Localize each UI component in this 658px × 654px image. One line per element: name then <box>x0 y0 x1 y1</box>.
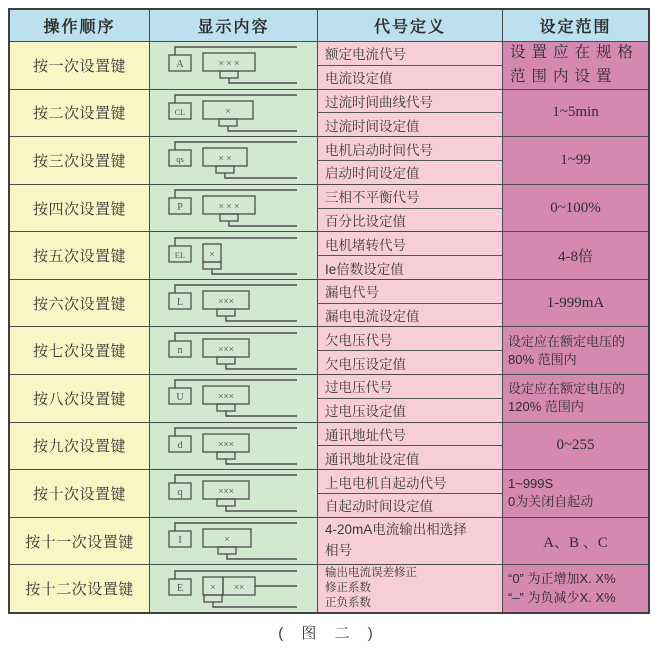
table-row <box>10 279 648 327</box>
table-row <box>10 326 648 374</box>
display-diagram-icon <box>159 328 309 374</box>
range-line: 设定应在额定电压的 <box>508 381 626 397</box>
definition-line: 上电电机自起动代号 <box>318 470 502 494</box>
range-value: 1~5min <box>503 90 648 137</box>
definition-line: 漏电电流设定值 <box>325 309 420 325</box>
table-row <box>10 231 648 279</box>
svg-text:A: A <box>175 59 184 71</box>
svg-text:×××: ××× <box>217 296 234 307</box>
definition-line: Ie倍数设定值 <box>325 261 404 277</box>
display-cell <box>150 375 318 422</box>
display-cell <box>150 280 318 327</box>
range-line: 120% 范围内 <box>508 399 584 415</box>
action-cell <box>10 90 150 137</box>
table-row <box>10 41 648 89</box>
definition-line: 修正系数 <box>325 582 371 595</box>
display-diagram-icon <box>159 566 309 612</box>
display-cell <box>150 137 318 184</box>
action-label: 按十一次设置键 <box>25 533 134 551</box>
action-cell <box>10 42 150 89</box>
range-line: 范围内设置 <box>510 68 618 86</box>
action-cell <box>10 280 150 327</box>
header-display-content: 显示内容 <box>150 10 318 41</box>
definition-line: 输出电流误差修正 <box>325 567 417 580</box>
action-cell <box>10 518 150 565</box>
range-cell <box>503 565 648 612</box>
range-value: 0~100% <box>503 185 648 232</box>
definition-cell <box>318 470 503 517</box>
action-label: 按三次设置键 <box>32 152 126 170</box>
svg-text:I: I <box>177 535 182 547</box>
svg-text:P: P <box>176 202 183 214</box>
range-value: 1~99 <box>503 137 648 184</box>
definition-line: 通讯地址设定值 <box>325 451 420 467</box>
svg-text:× ×: × × <box>217 153 232 164</box>
definition-line: 通讯地址代号 <box>318 423 502 447</box>
definition-line: 4-20mA电流输出相选择 <box>325 522 467 538</box>
range-line: 80% 范围内 <box>508 351 577 367</box>
display-diagram-icon <box>159 375 309 421</box>
display-cell <box>150 470 318 517</box>
range-line: “–” 为负减少X. X% <box>508 589 616 605</box>
header-setting-range: 设定范围 <box>503 10 648 41</box>
range-line: 设定应在额定电压的 <box>508 333 626 349</box>
table-row <box>10 422 648 470</box>
definition-line: 相号 <box>325 543 352 559</box>
definition-cell <box>318 327 503 374</box>
svg-text:q: q <box>177 487 182 499</box>
definition-line: 过流时间曲线代号 <box>318 90 502 114</box>
svg-text:×××: ××× <box>217 486 234 497</box>
display-cell <box>150 423 318 470</box>
range-line: 设置应在规格 <box>510 44 640 62</box>
svg-text:EL: EL <box>174 249 185 260</box>
action-cell <box>10 470 150 517</box>
definition-line: 百分比设定值 <box>325 213 406 229</box>
definition-cell <box>318 232 503 279</box>
table-row <box>10 374 648 422</box>
action-cell <box>10 185 150 232</box>
svg-text:U: U <box>175 392 184 404</box>
table-row <box>10 564 648 612</box>
action-cell <box>10 565 150 612</box>
definition-cell <box>318 518 503 565</box>
display-diagram-icon <box>159 233 309 279</box>
definition-line: 启动时间设定值 <box>325 166 420 182</box>
action-label: 按七次设置键 <box>32 343 126 361</box>
definition-line: 欠电压代号 <box>318 327 502 351</box>
display-cell <box>150 185 318 232</box>
svg-text:×: × <box>209 581 216 592</box>
svg-text:L: L <box>176 297 183 309</box>
display-diagram-icon <box>159 90 309 136</box>
display-diagram-icon <box>159 137 309 183</box>
table-header-row <box>10 10 648 41</box>
display-cell <box>150 232 318 279</box>
range-line: “0” 为正增加X. X% <box>508 571 616 587</box>
table-row <box>10 517 648 565</box>
svg-text:×××: ××× <box>217 391 234 402</box>
action-label: 按二次设置键 <box>32 105 126 123</box>
svg-text:× × ×: × × × <box>218 58 239 69</box>
definition-cell <box>318 280 503 327</box>
table-row <box>10 89 648 137</box>
svg-text:n: n <box>177 344 182 356</box>
header-code-definition: 代号定义 <box>318 10 503 41</box>
action-label: 按十次设置键 <box>32 485 126 503</box>
definition-line: 电流设定值 <box>325 71 393 87</box>
svg-text:×: × <box>208 248 215 259</box>
svg-text:× × ×: × × × <box>218 201 239 212</box>
action-cell <box>10 327 150 374</box>
action-label: 按一次设置键 <box>32 57 126 75</box>
display-cell <box>150 90 318 137</box>
definition-line: 漏电代号 <box>318 280 502 304</box>
definition-line: 三相不平衡代号 <box>318 185 502 209</box>
display-cell <box>150 565 318 612</box>
definition-line: 电机堵转代号 <box>318 232 502 256</box>
figure-caption: ( 图 二 ) <box>278 625 380 642</box>
action-label: 按六次设置键 <box>32 295 126 313</box>
action-cell <box>10 137 150 184</box>
action-label: 按五次设置键 <box>32 248 126 266</box>
svg-text:×××: ××× <box>217 343 234 354</box>
display-diagram-icon <box>159 185 309 231</box>
svg-text:E: E <box>176 582 183 594</box>
range-line: 0为关闭自起动 <box>508 494 594 510</box>
svg-text:×: × <box>224 105 231 116</box>
settings-table <box>8 8 650 614</box>
definition-line: 额定电流代号 <box>318 42 502 66</box>
definition-line: 正负系数 <box>325 597 371 610</box>
display-diagram-icon <box>159 42 309 88</box>
range-value: 4-8倍 <box>503 232 648 279</box>
definition-cell <box>318 42 503 89</box>
svg-text:CL: CL <box>174 106 185 117</box>
action-label: 按四次设置键 <box>32 200 126 218</box>
definition-cell <box>318 423 503 470</box>
action-cell <box>10 232 150 279</box>
range-cell <box>503 42 648 89</box>
display-cell <box>150 327 318 374</box>
svg-text:××: ×× <box>233 581 244 592</box>
header-operation-sequence: 操作顺序 <box>10 10 150 41</box>
table-row <box>10 136 648 184</box>
action-label: 按九次设置键 <box>32 438 126 456</box>
svg-text:×: × <box>223 534 230 545</box>
table-row <box>10 469 648 517</box>
range-value: 0~255 <box>503 423 648 470</box>
definition-cell <box>318 185 503 232</box>
action-label: 按八次设置键 <box>32 390 126 408</box>
svg-text:×××: ××× <box>217 438 234 449</box>
definition-line: 自起动时间设定值 <box>325 499 433 515</box>
definition-cell <box>318 137 503 184</box>
range-value: A、B 、C <box>503 518 648 565</box>
action-label: 按十二次设置键 <box>25 581 134 599</box>
display-cell <box>150 518 318 565</box>
display-diagram-icon <box>159 470 309 516</box>
svg-text:d: d <box>177 439 182 451</box>
definition-cell <box>318 375 503 422</box>
definition-line: 欠电压设定值 <box>325 356 406 372</box>
svg-text:qs: qs <box>175 154 184 165</box>
display-diagram-icon <box>159 423 309 469</box>
definition-line: 过电压设定值 <box>325 404 406 420</box>
range-cell <box>503 470 648 517</box>
definition-cell <box>318 565 503 612</box>
action-cell <box>10 423 150 470</box>
table-row <box>10 184 648 232</box>
definition-cell <box>318 90 503 137</box>
definition-line: 过电压代号 <box>318 375 502 399</box>
action-cell <box>10 375 150 422</box>
range-value: 1-999mA <box>503 280 648 327</box>
range-line: 1~999S <box>508 476 554 492</box>
definition-line: 过流时间设定值 <box>325 118 420 134</box>
definition-line: 电机启动时间代号 <box>318 137 502 161</box>
range-cell <box>503 327 648 374</box>
display-diagram-icon <box>159 280 309 326</box>
display-cell <box>150 42 318 89</box>
range-cell <box>503 375 648 422</box>
display-diagram-icon <box>159 518 309 564</box>
